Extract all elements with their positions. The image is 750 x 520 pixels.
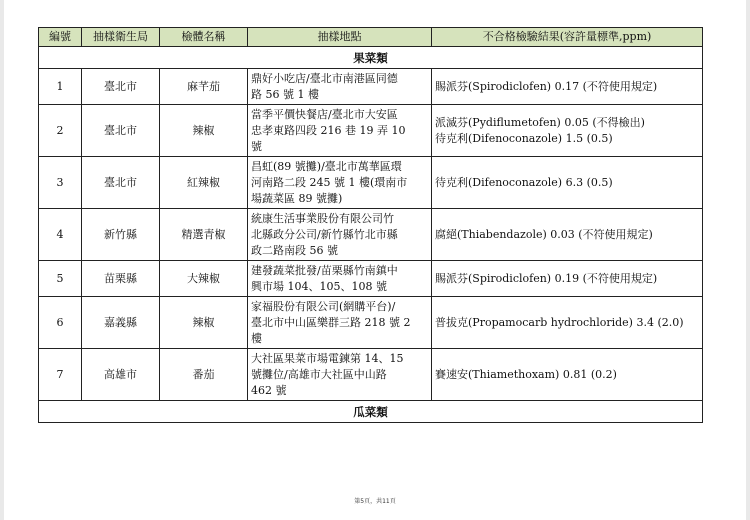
result-line: 賜派芬(Spirodiclofen) 0.19 (不符使用規定) — [435, 271, 658, 285]
header-location: 抽樣地點 — [248, 28, 432, 47]
result-line: 待克利(Difenoconazole) 1.5 (0.5) — [435, 131, 613, 145]
row-results — [432, 297, 703, 349]
location-line: 統康生活事業股份有限公司竹 — [251, 211, 394, 225]
section-title: 果菜類 — [39, 47, 703, 69]
table-row — [39, 209, 703, 261]
row-results — [432, 69, 703, 105]
row-sample-name: 大辣椒 — [160, 261, 248, 297]
location-line: 號攤位/高雄市大社區中山路 — [251, 367, 387, 381]
location-line: 家福股份有限公司(網購平台)/ — [251, 299, 396, 313]
location-line: 大社區果菜市場電鍊第 14、15 — [251, 351, 404, 365]
row-bureau: 新竹縣 — [82, 209, 160, 261]
table-row — [39, 157, 703, 209]
table-body — [39, 47, 703, 423]
row-number: 3 — [39, 157, 82, 209]
result-line: 待克利(Difenoconazole) 6.3 (0.5) — [435, 175, 613, 189]
row-sample-name: 紅辣椒 — [160, 157, 248, 209]
document-page — [4, 0, 746, 520]
row-bureau: 臺北市 — [82, 157, 160, 209]
location-line: 建發蔬菜批發/苗栗縣竹南鎮中 — [251, 263, 398, 277]
result-line: 賽速安(Thiamethoxam) 0.81 (0.2) — [435, 367, 617, 381]
location-line: 場蔬菜區 89 號攤) — [251, 191, 343, 205]
row-results — [432, 105, 703, 157]
row-location — [248, 105, 432, 157]
location-line: 河南路二段 245 號 1 樓(環南市 — [251, 175, 408, 189]
header-no: 編號 — [39, 28, 82, 47]
result-line: 派滅芬(Pydiflumetofen) 0.05 (不得檢出) — [435, 115, 645, 129]
row-results — [432, 261, 703, 297]
result-line: 普拔克(Propamocarb hydrochloride) 3.4 (2.0) — [435, 315, 684, 329]
location-line: 鼎好小吃店/臺北市南港區同德 — [251, 71, 398, 85]
location-line: 樓 — [251, 331, 262, 345]
row-location — [248, 69, 432, 105]
row-bureau: 臺北市 — [82, 69, 160, 105]
row-number: 4 — [39, 209, 82, 261]
header-sample-name: 檢體名稱 — [160, 28, 248, 47]
row-location — [248, 349, 432, 401]
results-table — [38, 27, 703, 423]
row-bureau: 臺北市 — [82, 105, 160, 157]
row-number: 7 — [39, 349, 82, 401]
table-row — [39, 69, 703, 105]
result-line: 腐絕(Thiabendazole) 0.03 (不符使用規定) — [435, 227, 653, 241]
row-location — [248, 261, 432, 297]
table-row — [39, 261, 703, 297]
section-title: 瓜菜類 — [39, 401, 703, 423]
row-location — [248, 157, 432, 209]
row-number: 6 — [39, 297, 82, 349]
row-sample-name: 麻芊茄 — [160, 69, 248, 105]
page-footer: 第5頁，共11頁 — [354, 498, 396, 505]
location-line: 462 號 — [251, 383, 287, 397]
row-location — [248, 297, 432, 349]
location-line: 當季平價快餐店/臺北市大安區 — [251, 107, 398, 121]
row-number: 5 — [39, 261, 82, 297]
location-line: 政二路南段 56 號 — [251, 243, 338, 257]
location-line: 路 56 號 1 樓 — [251, 87, 319, 101]
table-header-row — [39, 28, 703, 47]
row-sample-name: 番茄 — [160, 349, 248, 401]
location-line: 興市場 104、105、108 號 — [251, 279, 387, 293]
row-number: 2 — [39, 105, 82, 157]
row-sample-name: 辣椒 — [160, 297, 248, 349]
section-row — [39, 47, 703, 69]
location-line: 北縣政分公司/新竹縣竹北市縣 — [251, 227, 398, 241]
row-sample-name: 精選青椒 — [160, 209, 248, 261]
location-line: 昌虹(89 號攤)/臺北市萬華區環 — [251, 159, 402, 173]
row-results — [432, 209, 703, 261]
table-row — [39, 297, 703, 349]
location-line: 忠孝東路四段 216 巷 19 弄 10 — [251, 123, 406, 137]
section-row — [39, 401, 703, 423]
row-location — [248, 209, 432, 261]
row-bureau: 高雄市 — [82, 349, 160, 401]
row-number: 1 — [39, 69, 82, 105]
row-sample-name: 辣椒 — [160, 105, 248, 157]
row-results — [432, 349, 703, 401]
header-results: 不合格檢驗結果(容許量標準,ppm) — [432, 28, 703, 47]
table-row — [39, 349, 703, 401]
location-line: 臺北市中山區樂群三路 218 號 2 — [251, 315, 411, 329]
row-bureau: 嘉義縣 — [82, 297, 160, 349]
header-bureau: 抽樣衛生局 — [82, 28, 160, 47]
location-line: 號 — [251, 139, 262, 153]
result-line: 賜派芬(Spirodiclofen) 0.17 (不符使用規定) — [435, 79, 658, 93]
table-row — [39, 105, 703, 157]
row-bureau: 苗栗縣 — [82, 261, 160, 297]
row-results — [432, 157, 703, 209]
